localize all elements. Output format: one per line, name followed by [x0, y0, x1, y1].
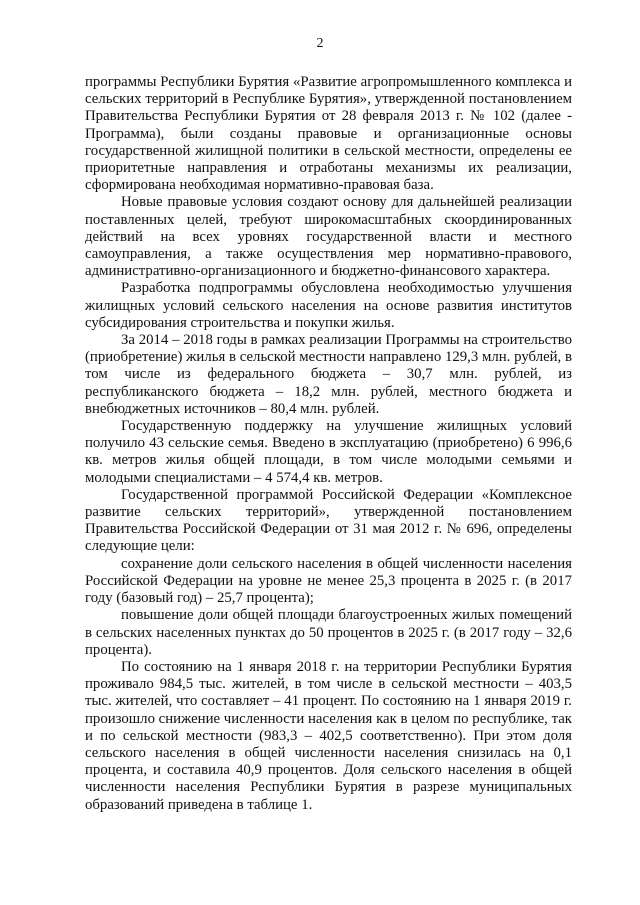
page-number: 2	[316, 36, 324, 51]
document-body	[85, 74, 572, 814]
paragraph-funding-2014-2018: За 2014 – 2018 годы в рамках реализации Программы на строительство (приобретение) жилья в сельской местности направлено 129,3 млн. рублей, в том числе из федерального бюджета – 30,7 млн. рублей, из республиканского бюджета – 18,2 млн. рублей, местного бюджета и внебюджетных источников – 80,4 млн. рублей.	[85, 332, 572, 417]
paragraph-population-stats: По состоянию на 1 января 2018 г. на территории Республики Бурятия проживало 984,5 тыс. жителей, в том числе в сельской местности – 403,5 тыс. жителей, что составляет – 41 процент. По состоянию на 1 января 2019 г. произошло снижение численности населения как в целом по республике, так и по сельской местности (983,3 – 402,5 соответственно). При этом доля сельского населения в общей численности населения снизилась на 0,1 процента, и составила 40,9 процентов. Доля сельского населения в общей численности населения Республики Бурятия в разрезе муниципальных образований приведена в таблице 1.	[85, 658, 572, 813]
paragraph-goal-housing-area: повышение доли общей площади благоустроенных жилых помещений в сельских населенных пунктах до 50 процентов в 2025 г. (в 2017 году – 32,6 процента).	[85, 607, 572, 658]
paragraph-housing-support: Государственную поддержку на улучшение жилищных условий получило 43 сельские семья. Введено в эксплуатацию (приобретено) 6 996,6 кв. метров жилья общей площади, в том числе молодыми семьями и молодыми специалистами – 4 574,4 кв. метров.	[85, 418, 572, 486]
paragraph-subprogram-rationale: Разработка подпрограммы обусловлена необходимостью улучшения жилищных условий сельского населения на основе развития институтов субсидирования строительства и покупки жилья.	[85, 280, 572, 331]
paragraph-goal-rural-population: сохранение доли сельского населения в общей численности населения Российской Федерации на уровне не менее 25,3 процента в 2025 г. (в 2017 году (базовый год) – 25,7 процента);	[85, 555, 572, 607]
paragraph-legal-conditions: Новые правовые условия создают основу для дальнейшей реализации поставленных целей, требуют широкомасштабных скоординированных действий на всех уровнях государственной власти и местного самоуправления, а также осуществления мер нормативно-правового, административно-организационного и бюджетно-финансового характера.	[85, 194, 572, 280]
paragraph-program-intro: программы Республики Бурятия «Развитие агропромышленного комплекса и сельских территорий в Республике Бурятия», утвержденной постановлением Правительства Республики Бурятия от 28 февраля 2013 г. № 102 (далее - Программа), были созданы правовые и организационные основы государственной жилищной политики в сельской местности, определены ее приоритетные направления и отработаны механизмы их реализации, сформирована необходимая нормативно-правовая база.	[85, 74, 572, 194]
paragraph-federal-program-goals: Государственной программой Российской Федерации «Комплексное развитие сельских территорий», утвержденной постановлением Правительства Российской Федерации от 31 мая 2012 г. № 696, определены следующие цели:	[85, 486, 572, 555]
